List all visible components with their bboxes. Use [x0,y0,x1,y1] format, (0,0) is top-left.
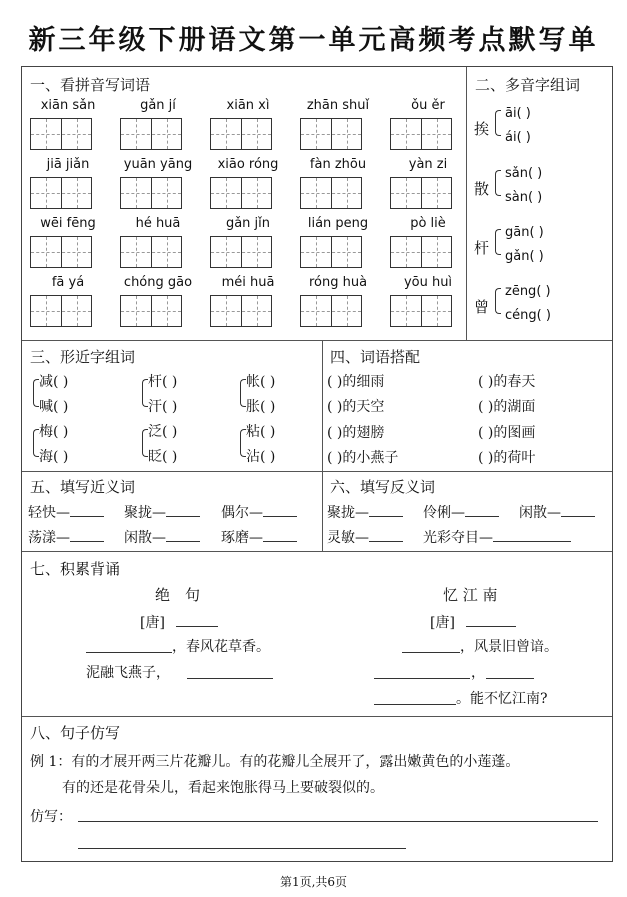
antonym-word: 伶俐— [423,505,465,521]
pinyin-label: méi huā [221,275,275,290]
pinyin-label: xiān xì [226,98,270,113]
section-heading-recitation: 七、积累背诵 [30,560,121,578]
pinyin-label: yàn zi [408,157,448,172]
poem1-line2-blank[interactable] [187,678,273,679]
poem2-line1-blank[interactable] [402,652,460,653]
polyphone-char: 挨 [474,120,490,138]
polyphone-reading[interactable]: sàn( ) [505,190,543,205]
pinyin-label: jiā jiǎn [46,157,90,172]
divider [22,551,612,552]
synonym-item[interactable] [28,502,104,522]
collocation-item[interactable]: ( )的湖面 [478,399,536,415]
answer-blank[interactable] [263,527,297,542]
section-heading-imitation: 八、句子仿写 [30,724,121,742]
divider [22,471,612,472]
writing-box[interactable] [390,295,452,327]
pinyin-label: pò liè [410,216,446,231]
polyphone-char: 曾 [474,298,490,316]
page-footer: 第1页,共6页 [279,875,348,889]
pinyin-label: lián peng [307,216,369,231]
writing-box[interactable] [120,177,182,209]
polyphone-reading[interactable]: sǎn( ) [505,166,543,181]
poem2-line2-blank-b[interactable] [486,678,534,679]
pinyin-label: ǒu ěr [411,98,445,113]
section-heading-antonyms: 六、填写反义词 [330,478,436,496]
polyphone-reading[interactable]: gǎn( ) [505,249,544,264]
writing-box[interactable] [300,118,362,150]
section-heading-pinyin: 一、看拼音写词语 [30,76,151,94]
divider [322,472,323,551]
poem2-line1: ，风景旧曾谙。 [460,639,558,655]
writing-box[interactable] [30,118,92,150]
divider [22,716,612,717]
writing-box[interactable] [390,236,452,268]
writing-box[interactable] [210,295,272,327]
synonym-item[interactable] [221,527,297,547]
pinyin-label: róng huà [308,275,368,290]
synonym-item[interactable] [124,527,200,547]
similar-char-item[interactable]: 减( ) [39,374,69,390]
antonym-word: 闲散— [519,505,561,521]
writing-box[interactable] [300,295,362,327]
writing-box[interactable] [120,295,182,327]
brace [495,170,501,196]
write-line-1[interactable] [78,821,598,822]
poem1-author-label: [唐] [140,615,165,631]
antonym-item[interactable] [327,502,403,522]
polyphone-reading[interactable]: zēng( ) [505,284,551,299]
section-heading-polyphone: 二、多音字组词 [475,76,581,94]
polyphone-char: 杆 [474,239,490,257]
poem1-line1-blank[interactable] [86,652,172,653]
answer-blank[interactable] [465,502,499,517]
writing-box[interactable] [390,177,452,209]
collocation-item[interactable]: ( )的翅膀 [327,425,385,441]
antonym-item[interactable] [327,527,403,547]
synonym-word: 荡漾— [28,530,70,546]
similar-char-item[interactable]: 海( ) [39,449,69,465]
writing-box[interactable] [120,118,182,150]
collocation-item[interactable]: ( )的图画 [478,425,536,441]
similar-char-item[interactable]: 粘( ) [246,424,276,440]
collocation-item[interactable]: ( )的细雨 [327,374,385,390]
writing-box[interactable] [30,295,92,327]
collocation-item[interactable]: ( )的荷叶 [478,450,536,466]
poem2-title: 忆 江 南 [443,586,498,604]
page-title: 新三年级下册语文第一单元高频考点默写单 [28,25,599,56]
pinyin-label: yōu huì [403,275,453,290]
antonym-word: 光彩夺目— [423,530,493,546]
answer-blank[interactable] [166,502,200,517]
pinyin-label: fàn zhōu [309,157,367,172]
answer-blank[interactable] [369,502,403,517]
pinyin-label: zhān shuǐ [306,98,370,113]
similar-char-item[interactable]: 泛( ) [148,424,178,440]
answer-blank[interactable] [369,527,403,542]
write-label: 仿写： [30,809,72,825]
antonym-word: 灵敏— [327,530,369,546]
polyphone-reading[interactable]: céng( ) [505,308,551,323]
writing-box[interactable] [210,118,272,150]
answer-blank[interactable] [561,502,595,517]
pinyin-label: fā yá [51,275,85,290]
similar-char-item[interactable]: 眨( ) [148,449,178,465]
poem1-line2: 泥融飞燕子， [86,665,170,681]
collocation-item[interactable]: ( )的春天 [478,374,536,390]
synonym-word: 闲散— [124,530,166,546]
writing-box[interactable] [210,236,272,268]
brace [495,229,501,255]
poem2-line2-blank-a[interactable] [374,678,470,679]
divider [322,341,323,471]
pinyin-label: yuān yāng [123,157,193,172]
answer-blank[interactable] [70,502,104,517]
writing-box[interactable] [30,236,92,268]
similar-char-item[interactable]: 胀( ) [246,399,276,415]
brace [495,110,501,136]
similar-char-item[interactable]: 帐( ) [246,374,276,390]
synonym-word: 轻快— [28,505,70,521]
answer-blank[interactable] [70,527,104,542]
example-sentence-2: 有的还是花骨朵儿，看起来饱胀得马上要破裂似的。 [62,780,384,796]
writing-box[interactable] [300,177,362,209]
similar-char-item[interactable]: 汗( ) [148,399,178,415]
antonym-item[interactable] [423,502,499,522]
brace [495,288,501,314]
polyphone-reading[interactable]: āi( ) [505,106,531,121]
synonym-item[interactable] [124,502,200,522]
similar-char-item[interactable]: 杆( ) [148,374,178,390]
poem2-line3: 。能不忆江南? [456,691,548,707]
synonym-word: 聚拢— [124,505,166,521]
writing-box[interactable] [300,236,362,268]
collocation-item[interactable]: ( )的小燕子 [327,450,399,466]
pinyin-label: wēi fēng [40,216,96,231]
writing-box[interactable] [390,118,452,150]
poem1-author-blank[interactable] [176,626,218,627]
writing-box[interactable] [120,236,182,268]
polyphone-reading[interactable]: ái( ) [505,130,531,145]
section-heading-collocation: 四、词语搭配 [330,348,421,366]
synonym-word: 偶尔— [221,505,263,521]
synonym-word: 琢磨— [221,530,263,546]
write-line-2[interactable] [78,848,406,849]
answer-blank[interactable] [263,502,297,517]
pinyin-label: hé huā [135,216,181,231]
divider [22,340,612,341]
poem2-line2: ， [471,665,485,681]
answer-blank[interactable] [493,527,571,542]
poem1-line1: ，春风花草香。 [172,639,270,655]
similar-char-item[interactable]: 沾( ) [246,449,276,465]
pinyin-label: gǎn jí [140,98,176,113]
antonym-word: 聚拢— [327,505,369,521]
collocation-item[interactable]: ( )的天空 [327,399,385,415]
pinyin-label: xiāo róng [217,157,279,172]
polyphone-char: 散 [474,180,490,198]
polyphone-reading[interactable]: gān( ) [505,225,544,240]
writing-box[interactable] [210,177,272,209]
poem2-author-blank[interactable] [466,626,516,627]
section-heading-similar-chars: 三、形近字组词 [30,348,136,366]
antonym-item[interactable] [423,527,571,547]
synonym-item[interactable] [221,502,297,522]
writing-box[interactable] [30,177,92,209]
section-heading-synonyms: 五、填写近义词 [30,478,136,496]
poem2-author-label: [唐] [430,615,455,631]
similar-char-item[interactable]: 喊( ) [39,399,69,415]
poem2-line3-blank[interactable] [374,704,456,705]
poem1-title: 绝 句 [155,586,201,604]
answer-blank[interactable] [166,527,200,542]
antonym-item[interactable] [519,502,595,522]
similar-char-item[interactable]: 梅( ) [39,424,69,440]
pinyin-label: chóng gāo [123,275,193,290]
example-sentence-1: 例 1：有的才展开两三片花瓣儿。有的花瓣儿全展开了，露出嫩黄色的小莲蓬。 [30,754,520,770]
synonym-item[interactable] [28,527,104,547]
pinyin-label: gǎn jǐn [225,216,271,231]
pinyin-label: xiān sǎn [40,98,96,113]
